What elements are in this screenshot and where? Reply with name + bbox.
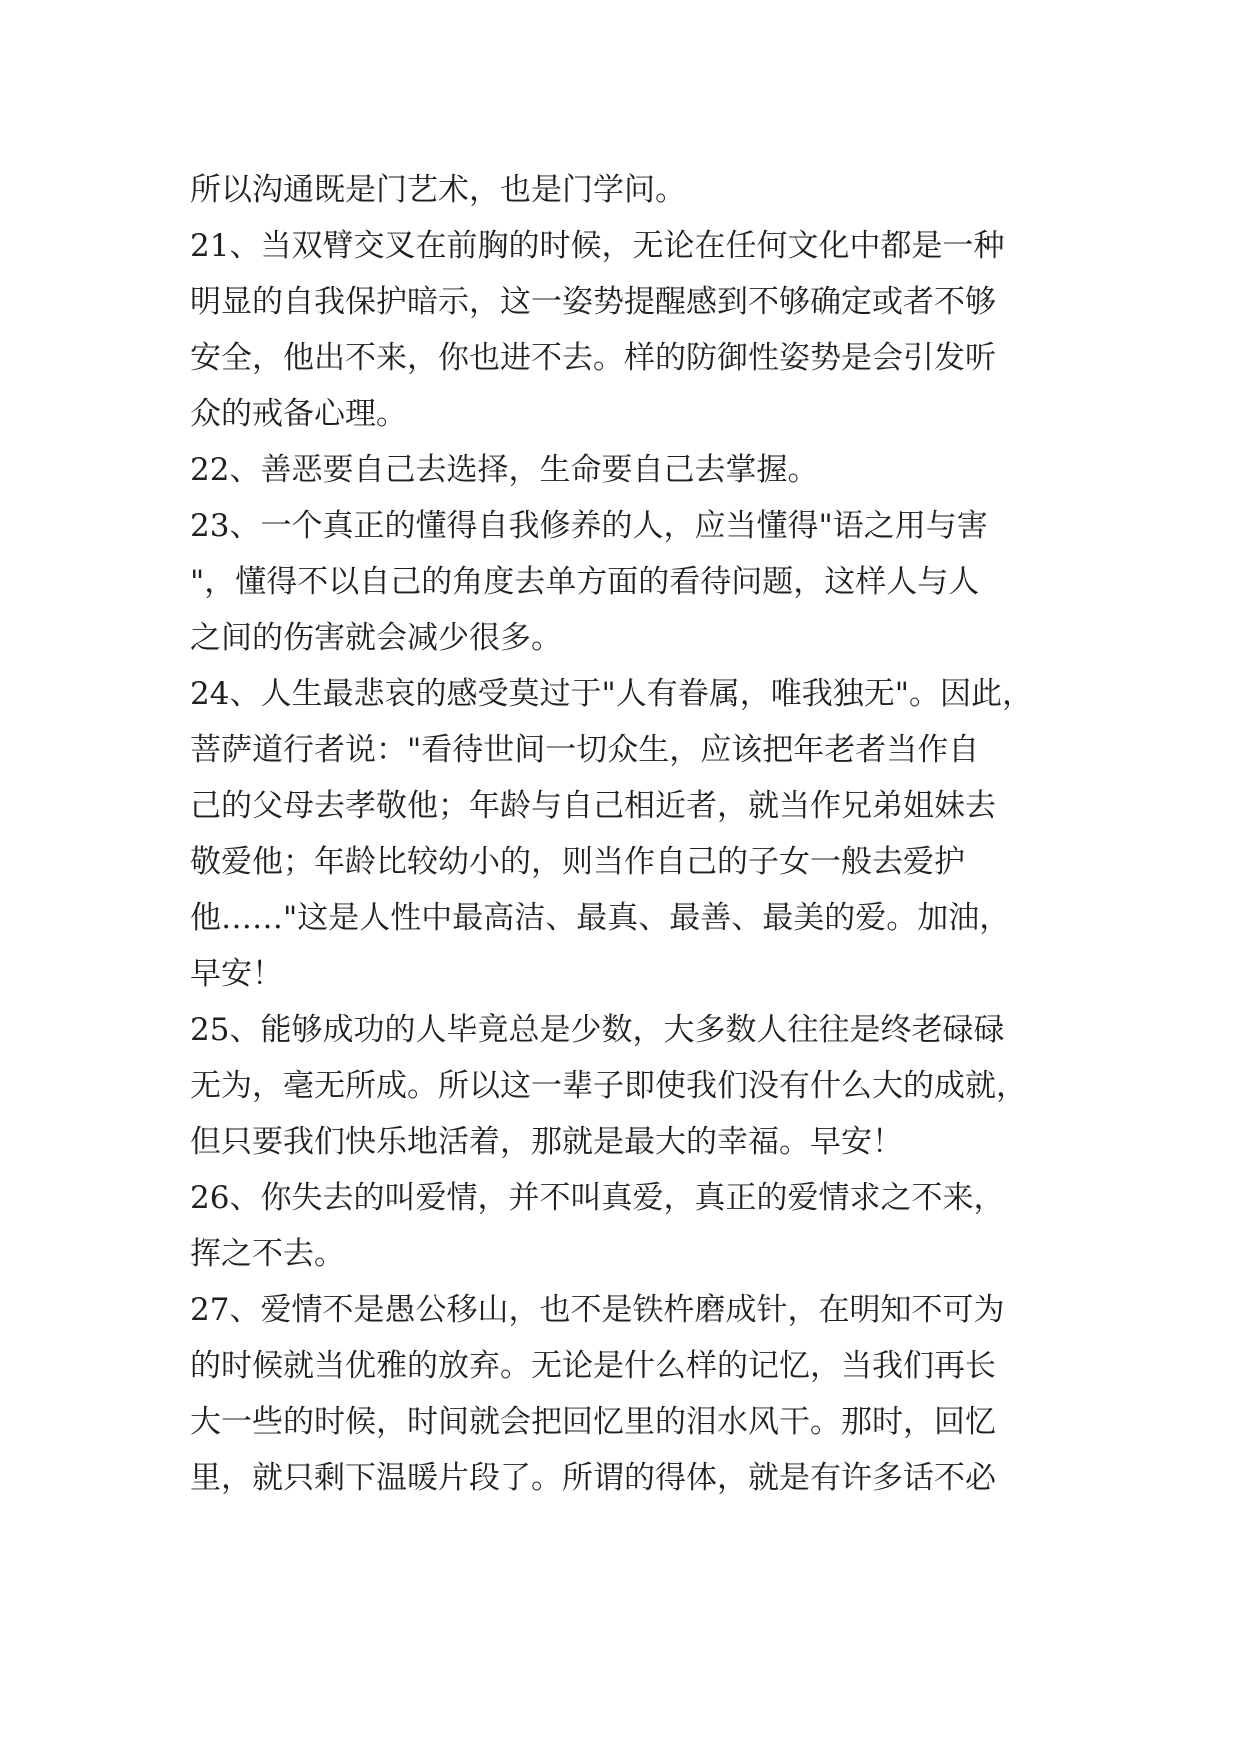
text-line: 22、善恶要自己去选择，生命要自己去掌握。 bbox=[190, 452, 819, 488]
text-line: 之间的伤害就会减少很多。 bbox=[190, 620, 562, 656]
text-line: 己的父母去孝敬他；年龄与自己相近者，就当作兄弟姐妹去 bbox=[190, 788, 996, 824]
text-line: 明显的自我保护暗示，这一姿势提醒感到不够确定或者不够 bbox=[190, 284, 996, 320]
text-line: 早安！ bbox=[190, 956, 283, 992]
text-line: 大一些的时候，时间就会把回忆里的泪水风干。那时，回忆 bbox=[190, 1404, 996, 1440]
text-line: 菩萨道行者说："看待世间一切众生，应该把年老者当作自 bbox=[190, 732, 980, 768]
text-line: 26、你失去的叫爱情，并不叫真爱，真正的爱情求之不来， bbox=[190, 1180, 1005, 1216]
text-line: 无为，毫无所成。所以这一辈子即使我们没有什么大的成就， bbox=[190, 1068, 1027, 1104]
text-line: 敬爱他；年龄比较幼小的，则当作自己的子女一般去爱护 bbox=[190, 844, 965, 880]
text-line: 24、人生最悲哀的感受莫过于"人有眷属，唯我独无"。因此， bbox=[190, 676, 1033, 712]
text-line: 所以沟通既是门艺术，也是门学问。 bbox=[190, 172, 686, 208]
text-line: 里，就只剩下温暖片段了。所谓的得体，就是有许多话不必 bbox=[190, 1460, 996, 1496]
text-line: 他……"这是人性中最高洁、最真、最善、最美的爱。加油， bbox=[190, 900, 1011, 936]
text-line: 众的戒备心理。 bbox=[190, 396, 407, 432]
text-line: 23、一个真正的懂得自我修养的人，应当懂得"语之用与害 bbox=[190, 508, 988, 544]
text-line: 安全，他出不来，你也进不去。样的防御性姿势是会引发听 bbox=[190, 340, 996, 376]
text-line: 的时候就当优雅的放弃。无论是什么样的记忆，当我们再长 bbox=[190, 1348, 996, 1384]
text-line: 但只要我们快乐地活着，那就是最大的幸福。早安！ bbox=[190, 1124, 903, 1160]
body-text bbox=[190, 162, 1052, 1506]
text-line: 27、爱情不是愚公移山，也不是铁杵磨成针，在明知不可为 bbox=[190, 1292, 1005, 1328]
text-line: 25、能够成功的人毕竟总是少数，大多数人往往是终老碌碌 bbox=[190, 1012, 1005, 1048]
text-line: 21、当双臂交叉在前胸的时候，无论在任何文化中都是一种 bbox=[190, 228, 1005, 264]
text-line: 挥之不去。 bbox=[190, 1236, 345, 1272]
text-line: "，懂得不以自己的角度去单方面的看待问题，这样人与人 bbox=[190, 564, 980, 600]
